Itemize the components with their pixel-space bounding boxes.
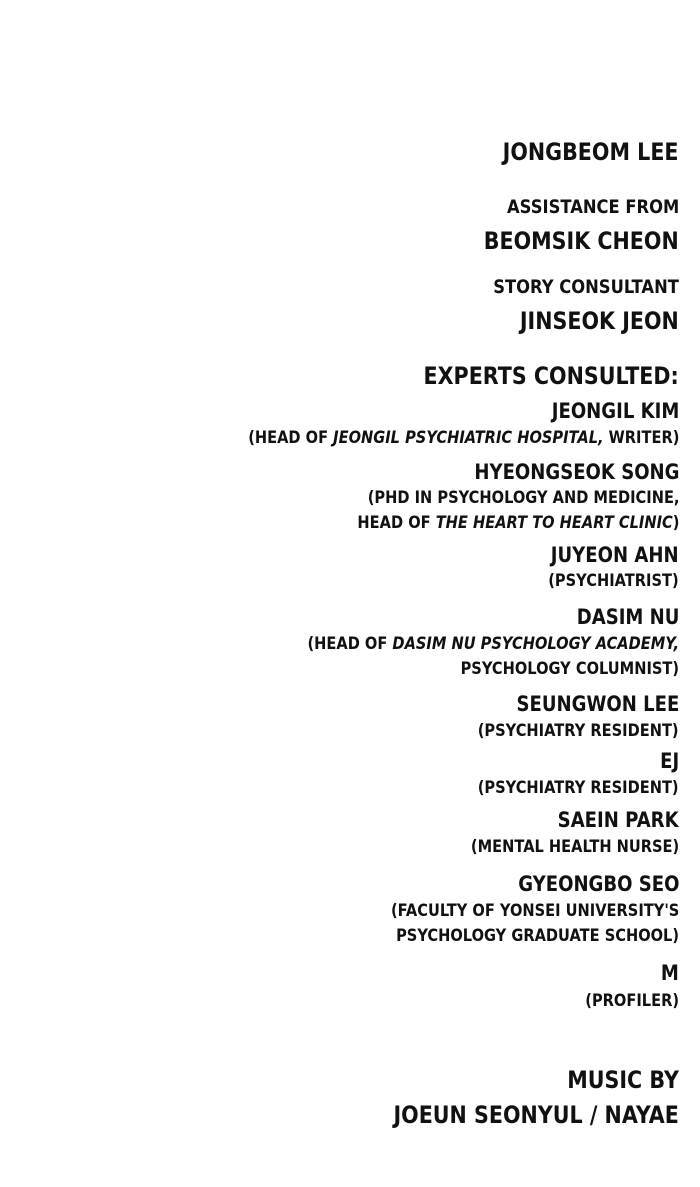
expert-description: PSYCHOLOGY COLUMNIST) [460,659,679,679]
expert-description: HEAD OF THE HEART TO HEART CLINIC) [356,513,679,533]
assistance-name: BEOMSIK CHEON [484,227,679,255]
expert-description: (PSYCHIATRY RESIDENT) [478,778,679,798]
expert-description: (PROFILER) [585,991,679,1011]
expert-description: (PSYCHIATRIST) [548,571,679,591]
author-name: JONGBEOM LEE [503,138,679,166]
expert-name: GYEONGBO SEO [517,872,679,896]
expert-name: DASIM NU [576,605,679,629]
expert-name: SAEIN PARK [558,808,679,832]
expert-description: (PHD IN PSYCHOLOGY AND MEDICINE, [367,488,679,508]
expert-name: JEONGIL KIM [551,399,679,423]
music-names: JOEUN SEONYUL / NAYAE [393,1101,679,1129]
expert-name: SEUNGWON LEE [516,692,679,716]
expert-name: EJ [659,749,679,773]
experts-heading: EXPERTS CONSULTED: [423,362,679,390]
expert-description: (MENTAL HEALTH NURSE) [470,837,679,857]
expert-name: JUYEON AHN [551,543,679,567]
expert-description: (HEAD OF JEONGIL PSYCHIATRIC HOSPITAL, WRITER) [247,428,679,448]
expert-name: HYEONGSEOK SONG [473,460,679,484]
music-label: MUSIC BY [567,1066,679,1094]
expert-description: (HEAD OF DASIM NU PSYCHOLOGY ACADEMY, [307,634,679,654]
expert-name: M [661,961,679,985]
story-consultant-label: STORY CONSULTANT [493,276,679,298]
assistance-label: ASSISTANCE FROM [506,196,679,218]
expert-description: PSYCHOLOGY GRADUATE SCHOOL) [396,926,679,946]
story-consultant-name: JINSEOK JEON [520,307,679,335]
expert-description: (PSYCHIATRY RESIDENT) [478,721,679,741]
expert-description: (FACULTY OF YONSEI UNIVERSITY'S [390,901,679,921]
